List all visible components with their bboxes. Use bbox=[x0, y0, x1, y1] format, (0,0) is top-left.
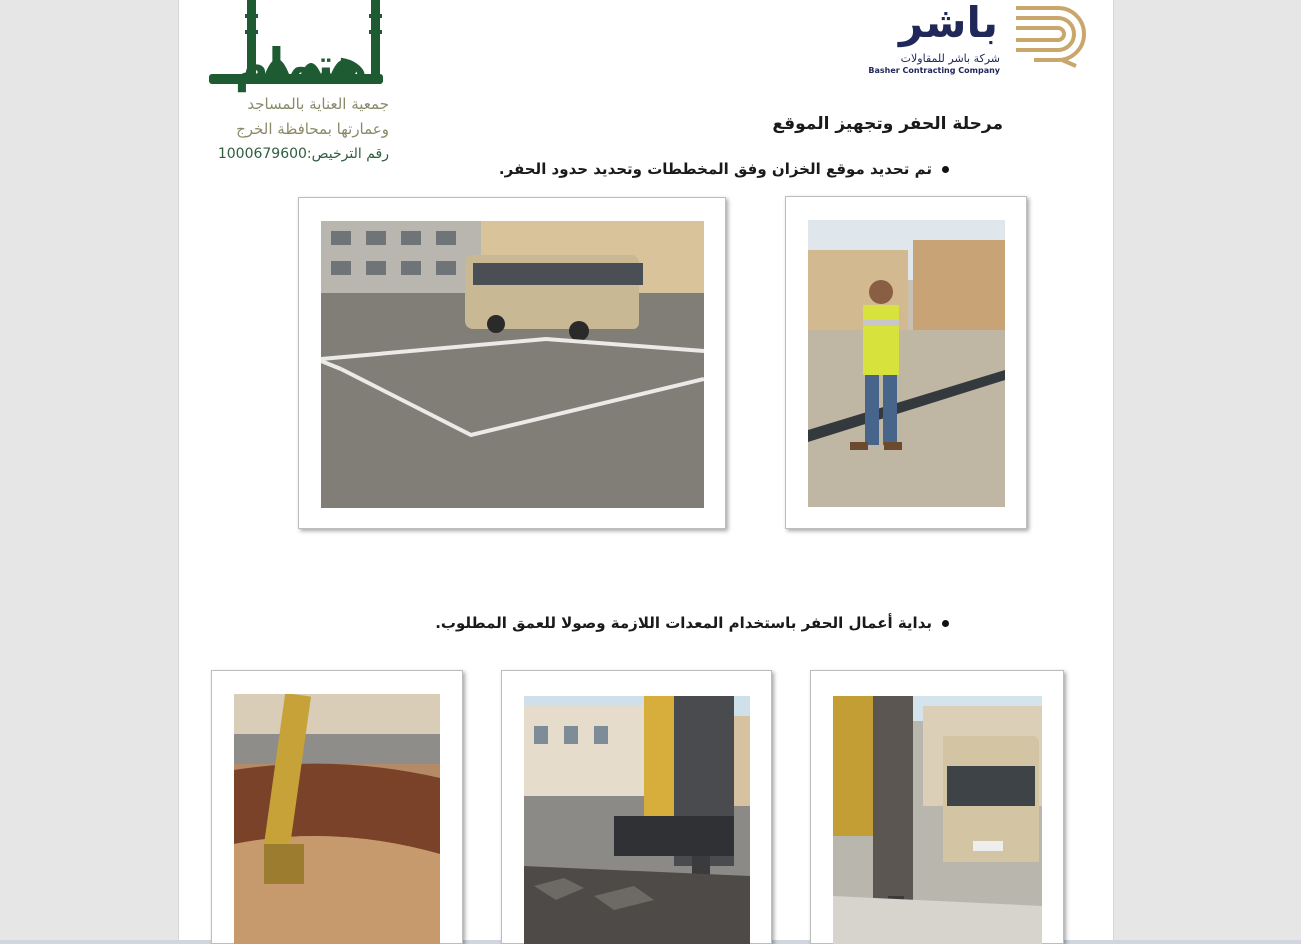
photo-frame-excavation-pit bbox=[211, 670, 463, 944]
photo-breaker-bus bbox=[833, 696, 1042, 944]
ehtimam-wordmark: اهتمام bbox=[234, 38, 383, 92]
photo-frame-breaker-bus bbox=[810, 670, 1064, 944]
section-title: مرحلة الحفر وتجهيز الموقع bbox=[772, 114, 1003, 134]
ehtimam-line-1: جمعية العناية بالمساجد bbox=[247, 95, 389, 113]
minaret-icon bbox=[205, 0, 405, 95]
ehtimam-line-2: وعمارتها بمحافظة الخرج bbox=[236, 120, 389, 138]
basher-emblem-icon bbox=[1014, 4, 1086, 68]
photo-frame-breaker-machine bbox=[501, 670, 772, 944]
photo-breaker-machine bbox=[524, 696, 750, 944]
bullet-item-2 bbox=[435, 614, 949, 632]
photo-site-marking bbox=[321, 221, 704, 508]
basher-arabic-subtitle: شركة باشر للمقاولات bbox=[900, 52, 1000, 65]
photo-frame-engineer bbox=[785, 196, 1027, 529]
photo-engineer bbox=[808, 220, 1005, 507]
bullet-item-1 bbox=[499, 160, 949, 178]
bullet-text-2: بداية أعمال الحفر باستخدام المعدات اللازمة وصولا للعمق المطلوب. bbox=[435, 614, 932, 632]
basher-logo bbox=[868, 0, 1090, 82]
license-number: رقم الترخيص:1000679600 bbox=[217, 146, 389, 162]
photo-frame-site-marking bbox=[298, 197, 726, 529]
bullet-text-1: تم تحديد موقع الخزان وفق المخططات وتحديد حدود الحفر. bbox=[498, 160, 932, 178]
basher-wordmark: باشر bbox=[899, 0, 998, 47]
basher-english-subtitle: Basher Contracting Company bbox=[868, 66, 1000, 75]
photo-excavation-pit bbox=[234, 694, 440, 944]
bullet-dot-icon bbox=[942, 620, 949, 627]
ehtimam-logo bbox=[205, 0, 405, 170]
bullet-dot-icon bbox=[942, 166, 949, 173]
